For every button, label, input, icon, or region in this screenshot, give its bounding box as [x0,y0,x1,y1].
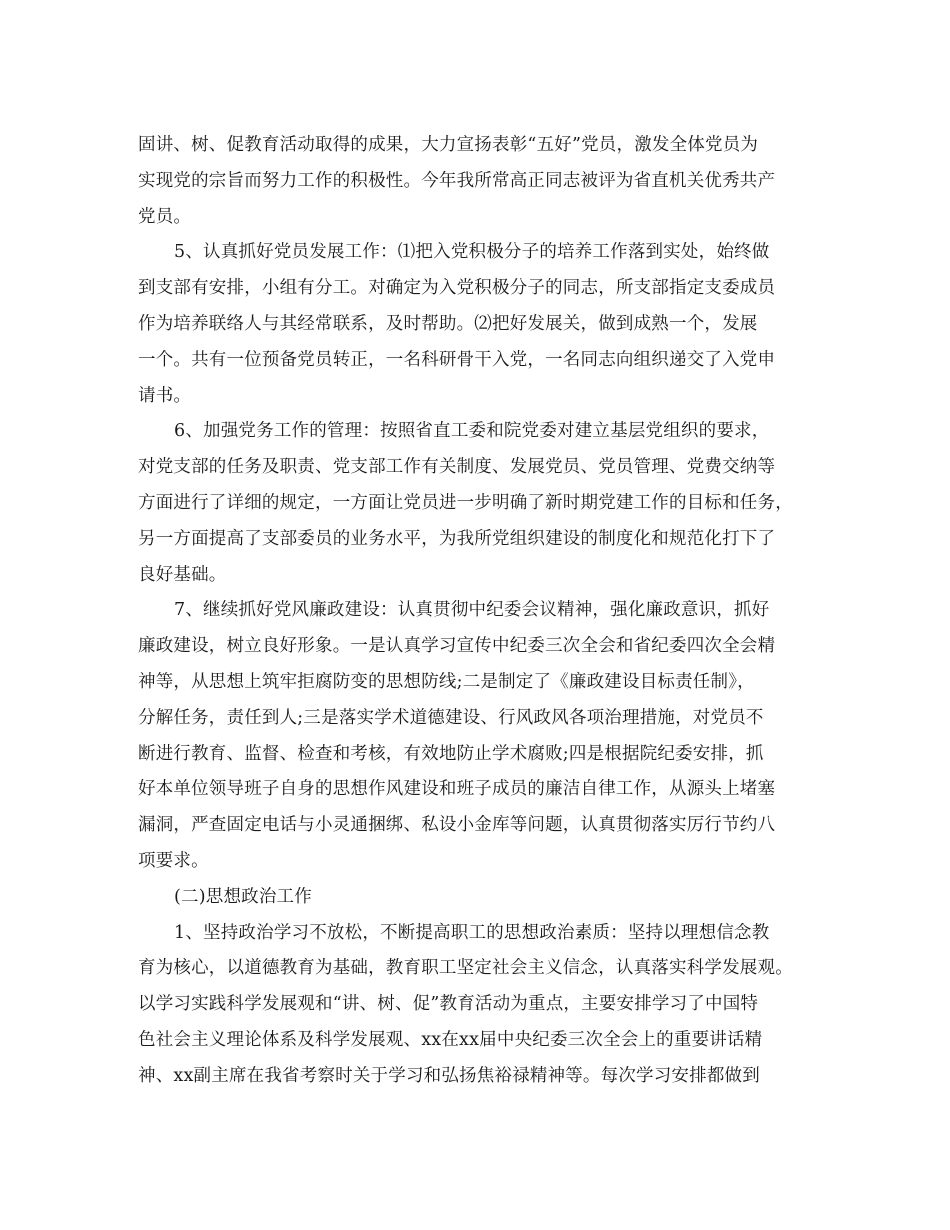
paragraph-start-line: 5、认真抓好党员发展工作：⑴把入党积极分子的培养工作落到实处，始终做 [174,242,770,263]
text-line: 方面进行了详细的规定，一方面让党员进一步明确了新时期党建工作的目标和任务， [138,492,793,513]
text-line: 作为培养联络人与其经常联系，及时帮助。⑵把好发展关，做到成熟一个，发展 [138,313,758,334]
section-heading: (二)思想政治工作 [174,886,312,907]
text-line: 色社会主义理论体系及科学发展观、xx在xx届中央纪委三次全会上的重要讲话精 [138,1029,763,1050]
text-line: 育为核心，以道德教育为基础，教育职工坚定社会主义信念，认真落实科学发展观。 [138,958,793,979]
text-line: 断进行教育、监督、检查和考核，有效地防止学术腐败;四是根据院纪委安排，抓 [138,743,764,764]
document-body [138,128,838,1095]
paragraph-start-line: 6、加强党务工作的管理：按照省直工委和院党委对建立基层党组织的要求， [174,421,770,442]
paragraph-start-line: 7、继续抓好党风廉政建设：认真贯彻中纪委会议精神，强化廉政意识，抓好 [174,600,770,621]
text-line: 请书。 [138,385,192,406]
paragraph-start-line: 1、坚持政治学习不放松，不断提高职工的思想政治素质：坚持以理想信念教 [174,922,770,943]
text-line: 到支部有安排，小组有分工。对确定为入党积极分子的同志，所支部指定支委成员 [138,278,776,299]
text-line: 以学习实践科学发展观和“讲、树、促”教育活动为重点，主要安排学习了中国特 [138,994,759,1015]
text-line: 分解任务，责任到人;三是落实学术道德建设、行风政风各项治理措施，对党员不 [138,707,764,728]
text-line: 神等，从思想上筑牢拒腐防变的思想防线;二是制定了《廉政建设目标责任制》， [138,671,755,692]
text-line: 固讲、树、促教育活动取得的成果，大力宣扬表彰“五好”党员，激发全体党员为 [138,135,759,155]
text-line: 项要求。 [138,850,209,871]
text-line: 神、xx副主席在我省考察时关于学习和弘扬焦裕禄精神等。每次学习安排都做到 [138,1065,760,1086]
text-line: 漏洞，严查固定电话与小灵通捆绑、私设小金库等问题，认真贯彻落实厉行节约八 [138,815,776,836]
text-line: 好本单位领导班子自身的思想作风建设和班子成员的廉洁自律工作，从源头上堵塞 [138,779,776,800]
text-line: 实现党的宗旨而努力工作的积极性。今年我所常高正同志被评为省直机关优秀共产 [138,170,776,191]
text-line: 党员。 [138,206,192,227]
text-line: 良好基础。 [138,564,227,585]
text-line: 廉政建设，树立良好形象。一是认真学习宣传中纪委三次全会和省纪委四次全会精 [138,636,776,657]
text-line: 一个。共有一位预备党员转正，一名科研骨干入党，一名同志向组织递交了入党申 [138,349,776,370]
text-line: 另一方面提高了支部委员的业务水平，为我所党组织建设的制度化和规范化打下了 [138,528,776,549]
text-line: 对党支部的任务及职责、党支部工作有关制度、发展党员、党员管理、党费交纳等 [138,457,776,478]
